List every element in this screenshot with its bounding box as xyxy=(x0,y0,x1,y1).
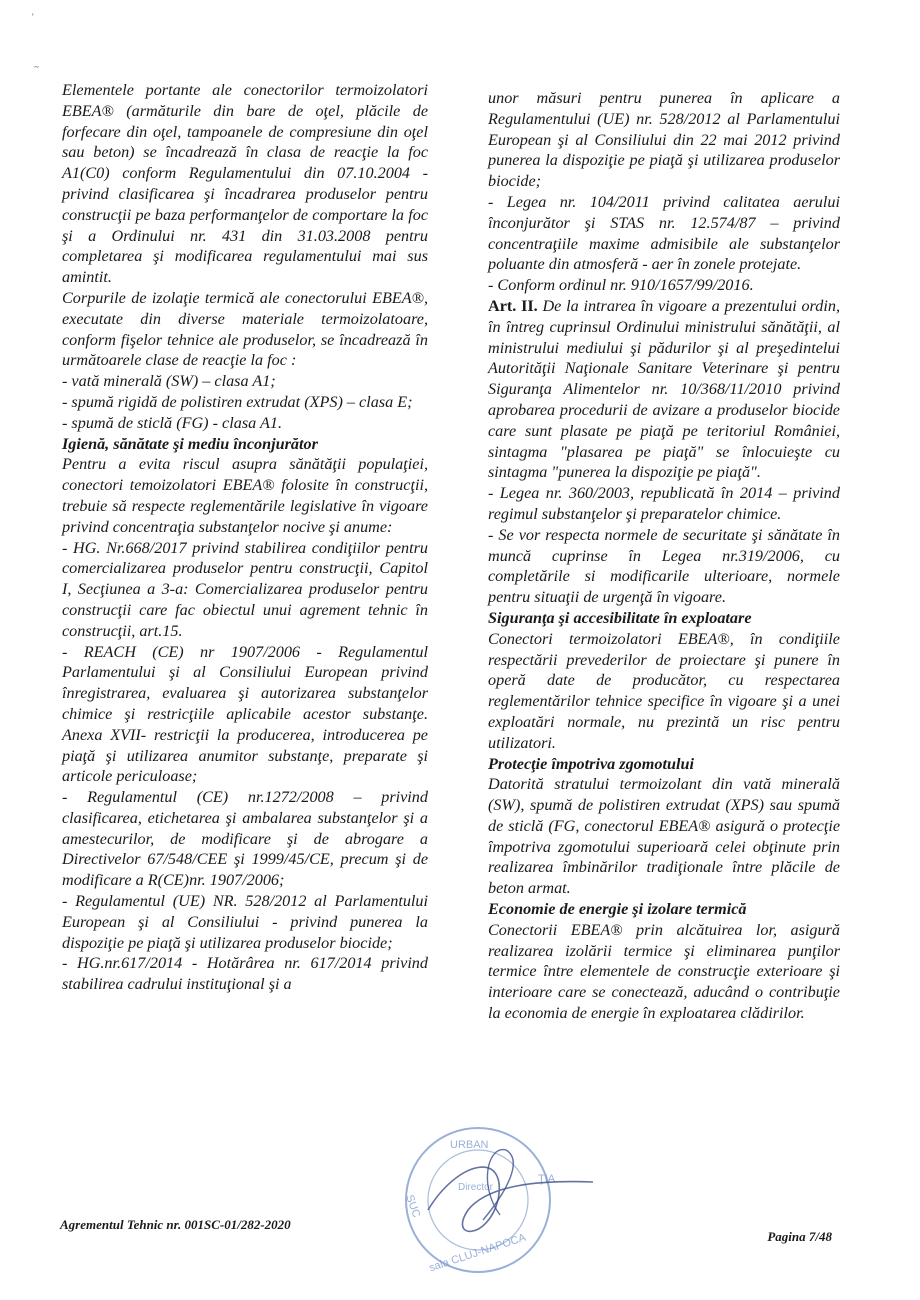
section-heading: Siguranţa şi accesibilitate în exploatare xyxy=(488,608,752,627)
body-paragraph: Corpurile de izolaţie termică ale conectorului EBEA®, executate din diverse materiale termoizolatoare, conform fişelor tehnice ale produselor, se încadrează în următoarele clase de reacţie la foc : xyxy=(62,288,428,370)
footer-agrement: Agrementul Tehnic nr. 001SC-01/282-2020 xyxy=(60,1217,291,1232)
body-paragraph: - HG.nr.617/2014 - Hotărârea nr. 617/2014 privind stabilirea cadrului instituţional şi a xyxy=(62,954,428,994)
left-column xyxy=(62,80,428,995)
body-paragraph: - REACH (CE) nr 1907/2006 - Regulamentul Parlamentului şi al Consiliului European privind înregistrarea, evaluarea şi autorizarea substanţelor chimice şi restricţiile aplicabile acestor substanţe. Anexa XVII- restricţii la producerea, introducerea pe piaţă şi utilizarea anumitor substanţe, preparate şi articole periculoase; xyxy=(62,642,428,786)
section-heading: Economie de energie şi izolare termică xyxy=(488,900,747,919)
scan-mark-side: ~ xyxy=(34,62,39,72)
body-paragraph: - Se vor respecta normele de securitate şi sănătate în muncă cuprinse în Legea nr.319/2006, cu completările si modificarile ulterioare, normele pentru situaţii de urgenţă în vigoare. xyxy=(488,525,840,607)
article-label: Art. II. xyxy=(488,296,538,315)
body-paragraph: Elementele portante ale conectorilor termoizolatori EBEA® (armăturile din bare de oţel, plăcile de forfecare din oţel, tampoanele de compresiune din oţel sau beton) se încadrează în clasa de reacţie la foc A1(C0) conform Regulamentului din 07.10.2004 - privind clasificarea şi încadrarea produselor pentru construcţii pe baza performanţelor de comportare la foc şi a Ordinului nr. 431 din 31.03.2008 pentru completarea şi modificarea regulamentului mai sus amintit. xyxy=(62,81,428,287)
stamp-text-bottom: sala CLUJ-NAPOCA xyxy=(427,1231,528,1275)
footer-page-number: Pagina 7/48 xyxy=(767,1229,832,1244)
body-paragraph: - Regulamentul (CE) nr.1272/2008 – privind clasificarea, etichetarea şi ambalarea substanţelor şi a amestecurilor, de modificare şi de abrogare a Directivelor 67/548/CEE şi 1999/45/CE, precum şi de modificare a R(CE)nr. 1907/2006; xyxy=(62,788,428,890)
article-text: De la intrarea în vigoare a prezentului ordin, în întreg cuprinsul Ordinului ministrului sănătăţii, al ministrului mediului şi pădurilor şi al preşedintelui Autorităţii Naţionale Sanitare Veterinare şi pentru Siguranţa Alimentelor nr. 10/368/11/2010 privind aprobarea procedurii de avizare a produselor biocide care sunt plasate pe piaţă pe teritoriul României, sintagma "plasarea pe piaţă" se înlocuieşte cu sintagma "punerea la dispoziţie pe piaţă". xyxy=(488,296,840,482)
body-paragraph: Conectorii EBEA® prin alcătuirea lor, asigură realizarea izolării termice şi eliminarea punţilor termice între elementele de construcţie exterioare şi interioare care se conectează, aducând o contribuţie la economia de energie în exploatarea clădirilor. xyxy=(488,920,840,1023)
section-heading: Protecţie împotriva zgomotului xyxy=(488,754,694,773)
body-paragraph: - Legea nr. 104/2011 privind calitatea aerului înconjurător şi STAS nr. 12.574/87 – privind concentraţiile maxime admisibile ale substanţelor poluante din atmosferă - aer în zonele protejate. xyxy=(488,192,840,274)
body-paragraph: Pentru a evita riscul asupra sănătăţii populaţiei, conectori temoizolatori EBEA® folosite în construcţii, trebuie să respecte reglementările legislative în vigoare privind concentraţia substanţelor nocive şi anume: xyxy=(62,455,428,536)
body-paragraph: - Conform ordinul nr. 910/1657/99/2016. xyxy=(488,276,754,295)
body-paragraph: - Regulamentul (UE) NR. 528/2012 al Parlamentului European şi al Consiliului - privind punerea la dispoziţie pe piaţă şi utilizarea produselor biocide; xyxy=(62,892,428,952)
stamp-text-top: URBAN xyxy=(450,1139,489,1151)
stamp-text-right: ŢIA xyxy=(538,1173,556,1185)
section-heading: Igienă, sănătate şi mediu înconjurător xyxy=(62,434,318,453)
body-paragraph: - HG. Nr.668/2017 privind stabilirea condiţiilor pentru comercializarea produselor pentru construcţii, Capitol I, Secţiunea a 3-a: Comercializarea produselor pentru construcţii care fac obiectul unui agrement tehnic în construcţii, art.15. xyxy=(62,538,428,640)
body-paragraph: Conectori termoizolatori EBEA®, în condiţiile respectării prevederilor de proiectare şi punere în operă date de producător, cu respectarea reglementărilor tehnice specifice în vigoare şi a unei exploatări normale, nu prezintă un risc pentru utilizatori. xyxy=(488,629,840,752)
body-paragraph: - spumă rigidă de polistiren extrudat (XPS) – clasa E; xyxy=(62,392,413,411)
official-stamp xyxy=(388,1090,608,1290)
body-paragraph: - spumă de sticlă (FG) - clasa A1. xyxy=(62,413,282,432)
body-paragraph: unor măsuri pentru punerea în aplicare a Regulamentului (UE) nr. 528/2012 al Parlamentului European şi al Consiliului din 22 mai 2012 privind punerea la dispoziţie pe piaţă şi utilizarea produselor biocide; xyxy=(488,89,840,191)
right-column xyxy=(488,88,840,1024)
stamp-text-left: SUC xyxy=(403,1193,423,1220)
body-paragraph: Datorită stratului termoizolant din vată minerală (SW), spumă de polistiren extrudat (XPS) sau spumă de sticlă (FG, conectorul EBEA® asigură o protecţie împotriva zgomotului superioară celei obţinute prin realizarea îmbinărilor tradiţionale între plăcile de beton armat. xyxy=(488,775,840,898)
stamp-text-center: Director xyxy=(458,1182,494,1193)
article-paragraph xyxy=(488,296,840,483)
scan-mark-top: ' xyxy=(32,12,34,22)
body-paragraph: - vată minerală (SW) – clasa A1; xyxy=(62,372,276,391)
body-paragraph: - Legea nr. 360/2003, republicată în 2014 – privind regimul substanţelor şi preparatelor chimice. xyxy=(488,484,840,523)
